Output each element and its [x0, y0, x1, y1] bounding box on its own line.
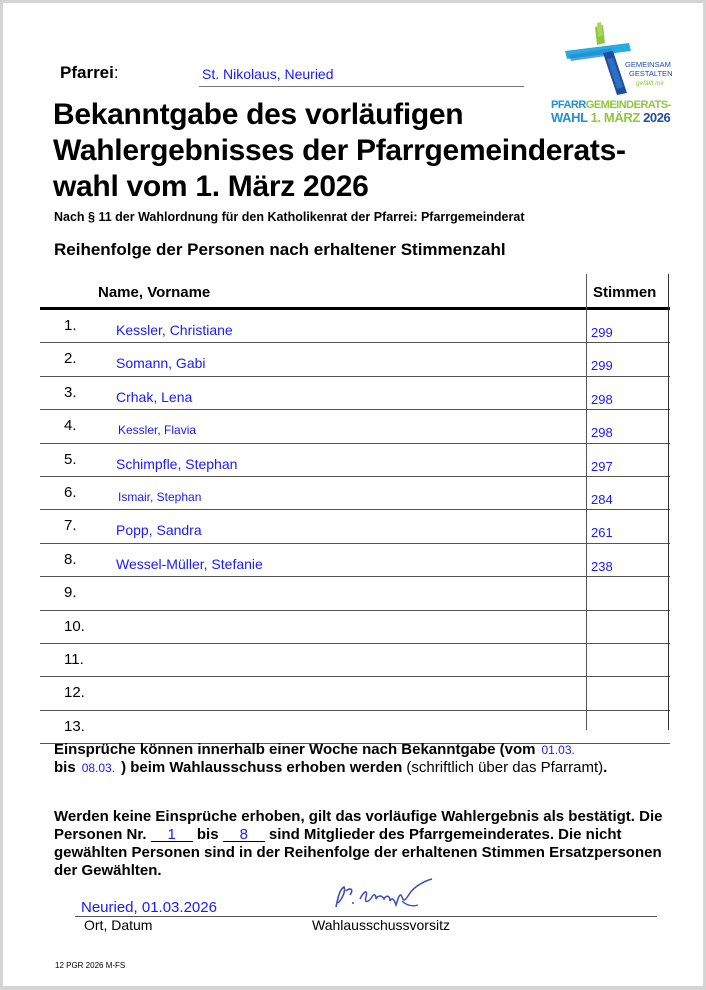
row-number: 2. — [64, 350, 77, 368]
row-number: 1. — [64, 317, 77, 334]
row-votes: 299 — [591, 325, 613, 340]
table-row — [40, 410, 670, 443]
table-row — [40, 477, 670, 510]
row-name: Ismair, Stephan — [118, 489, 202, 504]
row-votes: 299 — [591, 358, 613, 374]
table-row — [40, 444, 670, 477]
table-row — [40, 644, 670, 677]
row-number: 4. — [64, 417, 77, 435]
row-number: 8. — [64, 550, 77, 568]
table-row — [40, 310, 670, 343]
section-heading: Reihenfolge der Personen nach erhaltener Stimmenzahl — [54, 240, 506, 259]
pfarrei-value: St. Nikolaus, Neuried — [202, 66, 334, 82]
table-row — [40, 377, 670, 410]
row-name: Crhak, Lena — [116, 388, 193, 405]
document-page — [3, 3, 703, 986]
place-date-value: Neuried, 01.03.2026 — [81, 899, 217, 916]
row-votes: 298 — [591, 391, 613, 407]
row-name: Somann, Gabi — [116, 355, 206, 372]
table-body — [40, 310, 670, 744]
objection-paragraph: Einsprüche können innerhalb einer Woche nach Bekanntgabe (vom 01.03. bis 08.03. ) beim Wahlausschuss erhoben werden (schriftlich über das Pfarramt). — [54, 741, 608, 776]
title-line-2: Wahlergebnisses der Pfarrgemeinderats- — [53, 134, 626, 167]
row-number: 13. — [64, 717, 85, 735]
table-row — [40, 510, 670, 543]
column-header-name: Name, Vorname — [98, 284, 211, 301]
row-number: 12. — [64, 684, 85, 702]
signature-image — [328, 877, 448, 917]
svg-text:GESTALTEN: GESTALTEN — [629, 69, 673, 78]
subtitle: Nach § 11 der Wahlordnung für den Katholikenrat der Pfarrei: Pfarrgemeinderat — [54, 210, 525, 224]
row-number: 6. — [64, 483, 77, 501]
svg-text:GEMEINSAM: GEMEINSAM — [625, 60, 671, 69]
place-date-label: Ort, Datum — [84, 917, 153, 933]
row-number: 10. — [64, 617, 85, 635]
svg-text:WAHL 1. MÄRZ 2026: WAHL 1. MÄRZ 2026 — [551, 110, 671, 125]
row-name: Kessler, Christiane — [116, 322, 233, 338]
row-name: Kessler, Flavia — [118, 423, 197, 438]
table-row — [40, 577, 670, 610]
row-votes: 284 — [591, 491, 613, 507]
handwritten-signature-icon — [328, 877, 448, 917]
elected-from-number: 1 — [151, 828, 193, 842]
row-name: Popp, Sandra — [116, 522, 202, 539]
row-votes: 261 — [591, 525, 613, 541]
table-row — [40, 611, 670, 644]
pfarrei-label: Pfarrei: — [60, 63, 119, 82]
row-number: 11. — [64, 650, 84, 668]
row-number: 7. — [64, 517, 77, 535]
table-header — [40, 274, 670, 310]
column-header-votes: Stimmen — [593, 284, 657, 301]
column-divider — [586, 274, 587, 730]
page-title — [53, 97, 653, 205]
row-votes: 297 — [591, 458, 613, 474]
pfarrei-underline — [199, 86, 524, 87]
objection-date-to: 08.03. — [81, 761, 116, 775]
confirmation-paragraph: Werden keine Einsprüche erhoben, gilt das vorläufige Wahlergebnis als bestätigt. Die Personen Nr. 1 bis 8 sind Mitglieder des Pfarrgemeinderates. Die nicht gewählten Personen sind in der Reihenfolge der erhaltenen Stimmen Ersatzpersonen der Gewählten. — [54, 808, 663, 879]
table-row — [40, 544, 670, 577]
title-line-1: Bekanntgabe des vorläufigen — [53, 98, 464, 131]
elected-to-number: 8 — [223, 828, 265, 842]
svg-text:PFARRGEMEINDERATS-: PFARRGEMEINDERATS- — [551, 99, 671, 111]
title-line-3: wahl vom 1. März 2026 — [53, 170, 369, 203]
table-right-border — [668, 274, 669, 730]
chair-label: Wahlausschussvorsitz — [312, 917, 450, 933]
row-number: 3. — [64, 383, 77, 401]
table-row — [40, 711, 670, 744]
table-row — [40, 343, 670, 376]
objection-date-from: 01.03. — [541, 743, 575, 757]
table-row — [40, 677, 670, 710]
svg-text:gefällt mir: gefällt mir — [636, 80, 665, 87]
row-votes: 238 — [591, 558, 613, 574]
row-number: 9. — [64, 584, 77, 602]
row-votes: 298 — [591, 425, 613, 441]
form-code: 12 PGR 2026 M-FS — [55, 961, 126, 970]
row-number: 5. — [64, 450, 77, 468]
row-name: Schimpfle, Stephan — [116, 455, 238, 472]
row-name: Wessel-Müller, Stefanie — [116, 555, 263, 572]
